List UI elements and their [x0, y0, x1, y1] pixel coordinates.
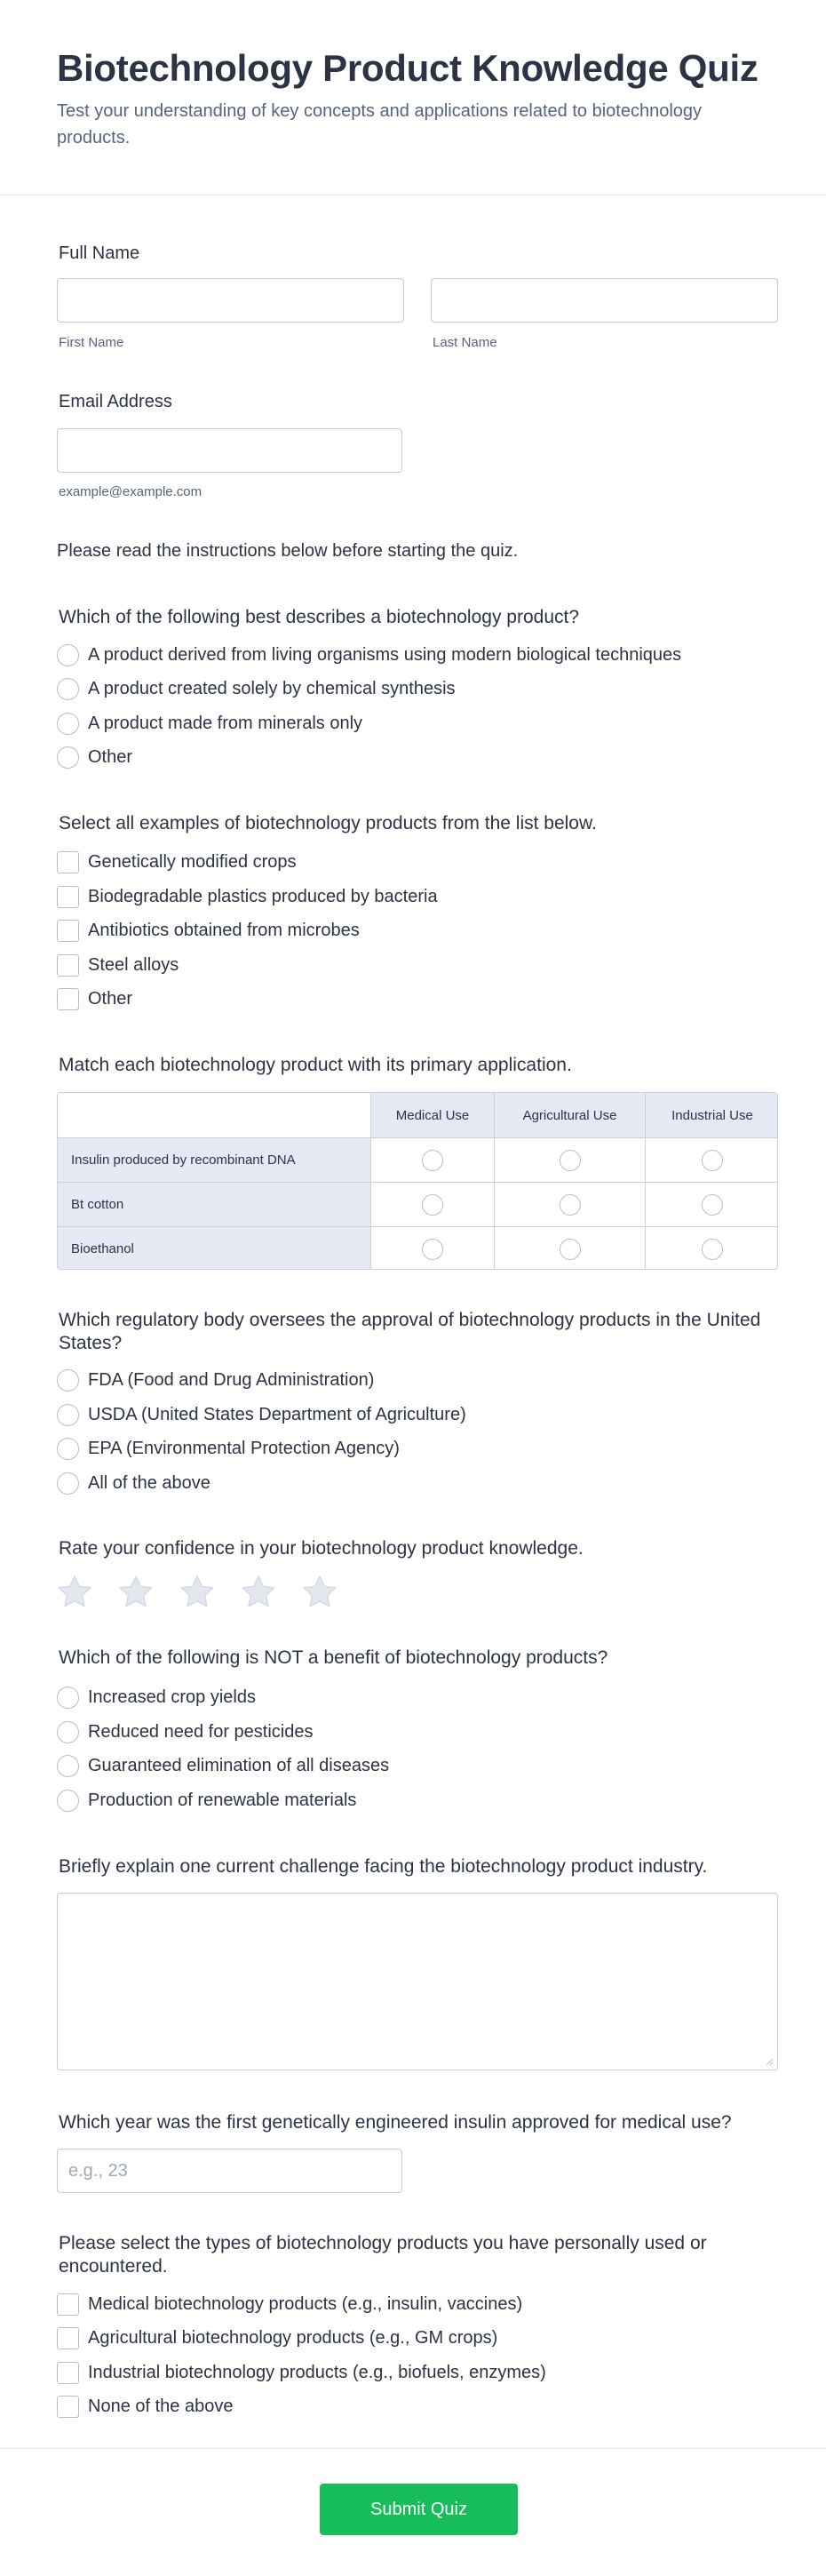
radio-button[interactable]	[560, 1239, 581, 1260]
matrix-cell[interactable]	[494, 1226, 645, 1270]
email-sublabel: example@example.com	[59, 484, 203, 499]
option-label: Medical biotechnology products (e.g., insulin, vaccines)	[88, 2293, 523, 2314]
option-label: None of the above	[88, 2396, 234, 2416]
q2-option[interactable]	[57, 883, 438, 910]
last-name-sublabel: Last Name	[433, 335, 497, 350]
q5-question: Rate your confidence in your biotechnology product knowledge.	[59, 1538, 584, 1559]
q2-option[interactable]	[57, 917, 360, 944]
q9-option[interactable]	[57, 2359, 546, 2386]
email-input[interactable]	[57, 428, 402, 473]
option-label: Industrial biotechnology products (e.g., biofuels, enzymes)	[88, 2362, 546, 2382]
instructions-text: Please read the instructions below before starting the quiz.	[57, 541, 519, 561]
first-name-input[interactable]	[57, 278, 404, 323]
checkbox[interactable]	[57, 851, 79, 873]
radio-button[interactable]	[57, 1369, 79, 1392]
submit-button[interactable]: Submit Quiz	[320, 2484, 518, 2535]
option-label: Production of renewable materials	[88, 1790, 357, 1810]
option-label: USDA (United States Department of Agriculture)	[88, 1404, 466, 1424]
q9-option[interactable]	[57, 2291, 522, 2317]
q1-option[interactable]	[57, 642, 681, 668]
radio-button[interactable]	[57, 1790, 79, 1812]
matrix-cell[interactable]	[370, 1182, 494, 1226]
matrix-cell[interactable]	[645, 1182, 778, 1226]
matrix-table	[57, 1092, 778, 1270]
q9-question: Please select the types of biotechnology products you have personally used or encountered.	[59, 2233, 707, 2277]
q9-option[interactable]	[57, 2325, 497, 2351]
year-input[interactable]	[57, 2149, 402, 2193]
option-label: Antibiotics obtained from microbes	[88, 920, 360, 940]
q8-question: Which year was the first genetically engineered insulin approved for medical use?	[59, 2112, 732, 2133]
matrix-cell[interactable]	[494, 1182, 645, 1226]
matrix-cell[interactable]	[370, 1137, 494, 1182]
form-subtitle: Test your understanding of key concepts and applications related to biotechnology products.	[57, 101, 703, 148]
star-icon[interactable]	[239, 1573, 278, 1612]
checkbox[interactable]	[57, 2396, 79, 2418]
q2-option[interactable]	[57, 849, 297, 875]
radio-button[interactable]	[702, 1194, 723, 1216]
option-label: A product created solely by chemical synthesis	[88, 678, 456, 698]
q6-option[interactable]	[57, 1719, 314, 1745]
radio-button[interactable]	[57, 1438, 79, 1460]
matrix-row-label: Bt cotton	[58, 1182, 370, 1226]
option-label: EPA (Environmental Protection Agency)	[88, 1438, 400, 1458]
radio-button[interactable]	[422, 1150, 443, 1171]
q9-option[interactable]	[57, 2393, 233, 2420]
radio-button[interactable]	[57, 1687, 79, 1709]
radio-button[interactable]	[422, 1194, 443, 1216]
form-header	[0, 0, 826, 195]
matrix-cell[interactable]	[645, 1137, 778, 1182]
radio-button[interactable]	[57, 713, 79, 735]
star-icon[interactable]	[178, 1573, 217, 1612]
option-label: A product made from minerals only	[88, 713, 363, 733]
option-label: Agricultural biotechnology products (e.g., GM crops)	[88, 2327, 498, 2348]
q1-option[interactable]	[57, 710, 362, 737]
star-icon[interactable]	[116, 1573, 155, 1612]
option-label: A product derived from living organisms using modern biological techniques	[88, 644, 682, 665]
radio-button[interactable]	[57, 644, 79, 666]
radio-button[interactable]	[560, 1150, 581, 1171]
option-label: Other	[88, 988, 133, 1009]
option-label: Genetically modified crops	[88, 851, 297, 872]
option-label: All of the above	[88, 1472, 210, 1493]
q2-question: Select all examples of biotechnology products from the list below.	[59, 813, 597, 833]
q1-option[interactable]	[57, 675, 456, 702]
option-label: Reduced need for pesticides	[88, 1721, 314, 1742]
q4-option[interactable]	[57, 1470, 210, 1496]
option-label: Other	[88, 746, 133, 767]
radio-button[interactable]	[560, 1194, 581, 1216]
option-label: Biodegradable plastics produced by bacteria	[88, 886, 438, 906]
option-label: Guaranteed elimination of all diseases	[88, 1755, 390, 1775]
matrix-cell[interactable]	[645, 1226, 778, 1270]
star-rating	[55, 1573, 361, 1612]
q6-option[interactable]	[57, 1752, 389, 1779]
option-label: Increased crop yields	[88, 1687, 256, 1707]
checkbox[interactable]	[57, 954, 79, 977]
star-icon[interactable]	[55, 1573, 94, 1612]
radio-button[interactable]	[57, 1404, 79, 1426]
q2-option[interactable]	[57, 952, 179, 978]
checkbox[interactable]	[57, 2293, 79, 2316]
resize-handle-icon[interactable]	[765, 2057, 774, 2066]
option-label: FDA (Food and Drug Administration)	[88, 1369, 375, 1390]
matrix-cell[interactable]	[494, 1137, 645, 1182]
checkbox[interactable]	[57, 886, 79, 908]
radio-button[interactable]	[57, 1755, 79, 1777]
q1-question: Which of the following best describes a biotechnology product?	[59, 607, 580, 627]
matrix-column-header: Medical Use	[370, 1093, 494, 1137]
full-name-label: Full Name	[59, 243, 140, 263]
q6-option[interactable]	[57, 1787, 356, 1814]
q4-question: Which regulatory body oversees the approval of biotechnology products in the United States?	[59, 1310, 761, 1353]
checkbox[interactable]	[57, 988, 79, 1010]
checkbox[interactable]	[57, 2362, 79, 2384]
option-label: Steel alloys	[88, 954, 179, 975]
star-icon[interactable]	[300, 1573, 339, 1612]
matrix-column-header: Industrial Use	[645, 1093, 778, 1137]
q4-option[interactable]	[57, 1367, 374, 1393]
q1-option[interactable]	[57, 744, 132, 770]
checkbox[interactable]	[57, 920, 79, 942]
checkbox[interactable]	[57, 2327, 79, 2349]
radio-button[interactable]	[57, 1721, 79, 1743]
last-name-input[interactable]	[431, 278, 778, 323]
radio-button[interactable]	[702, 1150, 723, 1171]
radio-button[interactable]	[57, 1472, 79, 1495]
matrix-row-label: Bioethanol	[58, 1226, 370, 1270]
q6-option[interactable]	[57, 1684, 256, 1711]
q4-option[interactable]	[57, 1401, 466, 1428]
radio-button[interactable]	[57, 678, 79, 700]
q4-option[interactable]	[57, 1435, 400, 1462]
first-name-sublabel: First Name	[59, 335, 124, 350]
q6-question: Which of the following is NOT a benefit of biotechnology products?	[59, 1647, 608, 1668]
matrix-cell[interactable]	[370, 1226, 494, 1270]
q3-question: Match each biotechnology product with its primary application.	[59, 1055, 572, 1075]
form-title: Biotechnology Product Knowledge Quiz	[57, 47, 758, 89]
radio-button[interactable]	[57, 746, 79, 769]
challenge-textarea[interactable]	[57, 1893, 778, 2070]
radio-button[interactable]	[702, 1239, 723, 1260]
matrix-row-label: Insulin produced by recombinant DNA	[58, 1137, 370, 1182]
q2-option[interactable]	[57, 985, 132, 1012]
footer-divider	[0, 2448, 826, 2449]
email-label: Email Address	[59, 392, 172, 411]
radio-button[interactable]	[422, 1239, 443, 1260]
q7-question: Briefly explain one current challenge facing the biotechnology product industry.	[59, 1856, 708, 1877]
matrix-column-header: Agricultural Use	[494, 1093, 645, 1137]
